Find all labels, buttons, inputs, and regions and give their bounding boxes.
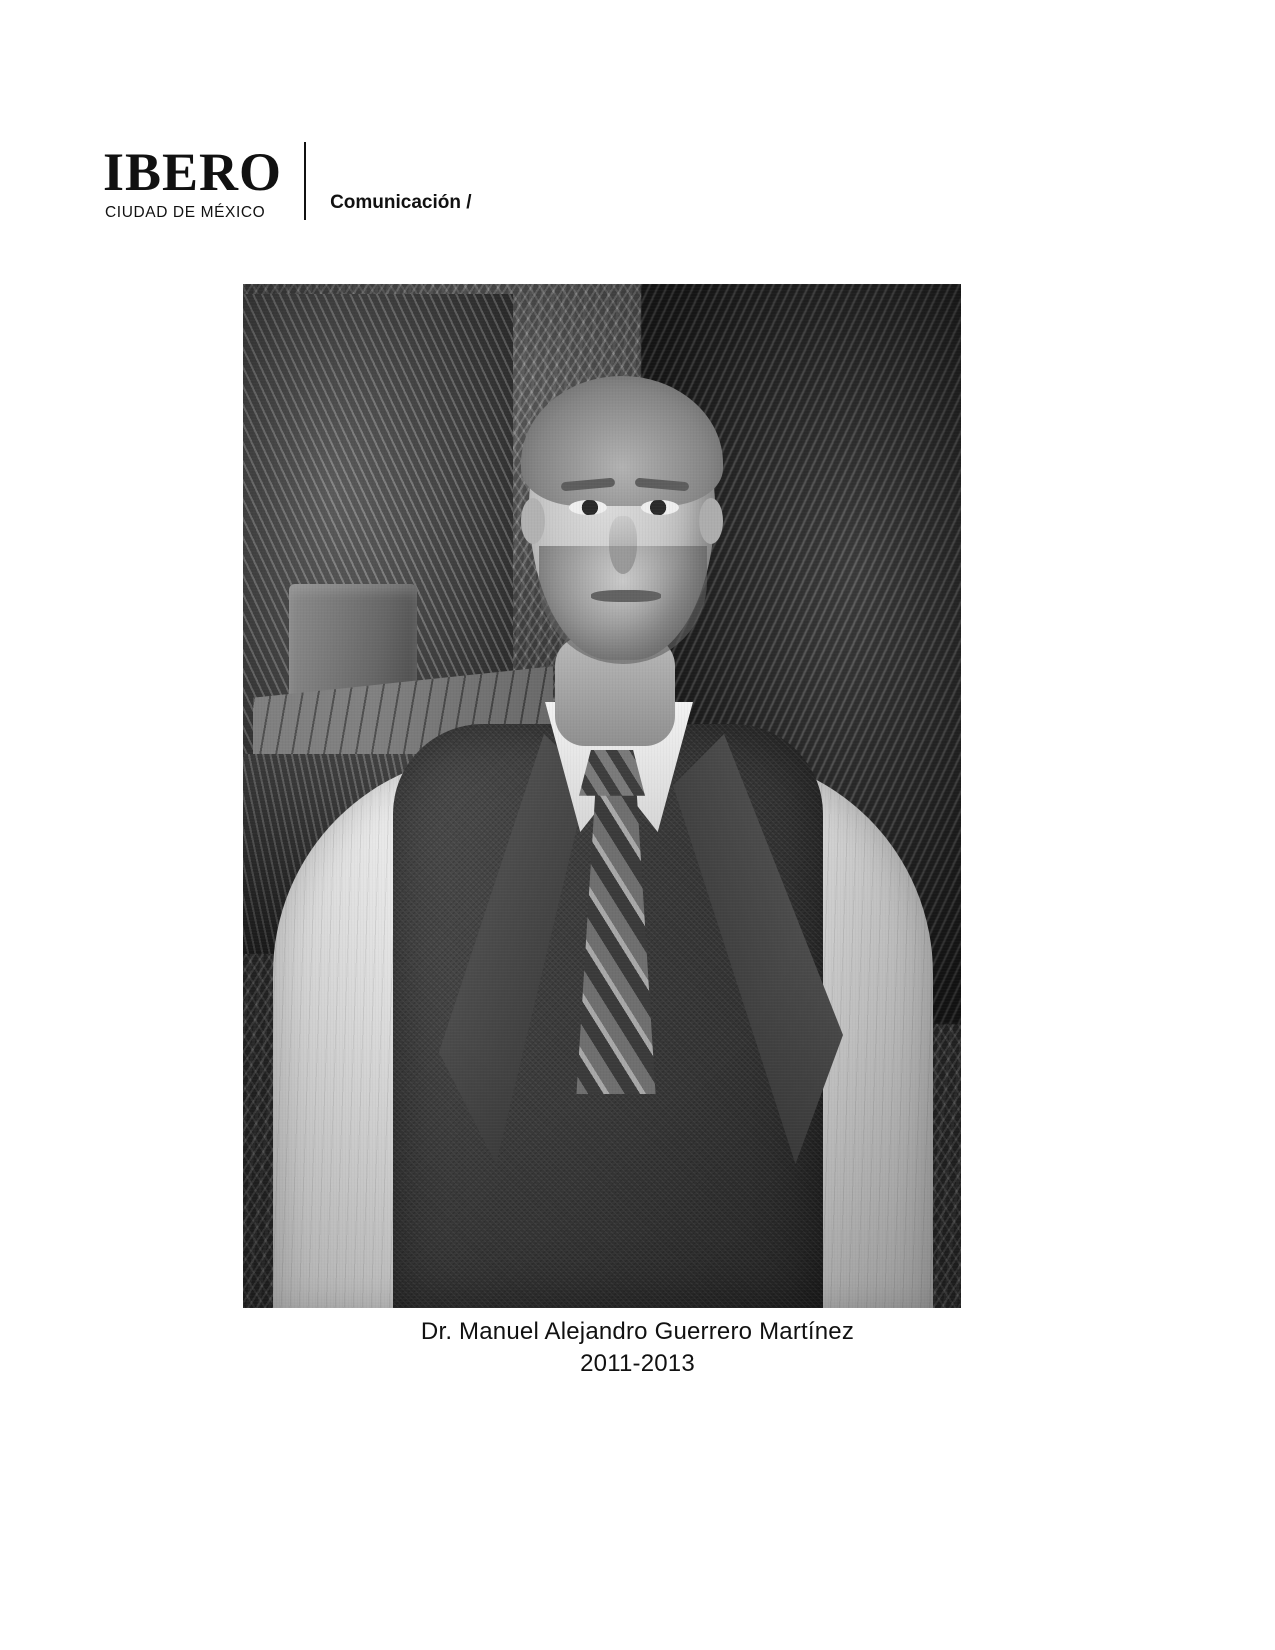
- caption-years: 2011-2013: [580, 1350, 695, 1378]
- mouth: [591, 590, 661, 602]
- page-header: [103, 140, 472, 220]
- brand-name: IBERO: [103, 142, 283, 203]
- necktie-knot: [579, 750, 645, 802]
- ear-left: [521, 498, 545, 544]
- department-label: Comunicación /: [330, 192, 472, 213]
- caption-name: Dr. Manuel Alejandro Guerrero Martínez: [420, 1318, 855, 1345]
- ibero-logo: [103, 142, 283, 221]
- portrait-photo: [243, 284, 961, 1308]
- portrait-image-content: [243, 284, 961, 1308]
- logo-divider: [304, 142, 306, 220]
- nose: [609, 516, 637, 574]
- brand-subtitle: CIUDAD DE MÉXICO: [105, 203, 266, 221]
- hair: [521, 376, 723, 506]
- eye-right: [641, 500, 679, 515]
- eye-left: [569, 500, 607, 515]
- portrait-caption: [0, 1316, 1275, 1381]
- portrait-subject: [243, 284, 961, 1308]
- ear-right: [699, 498, 723, 544]
